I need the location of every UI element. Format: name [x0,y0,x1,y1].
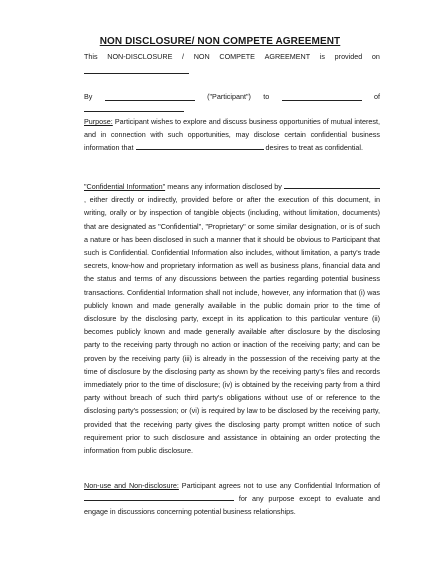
by-address-blank[interactable] [84,104,184,112]
purpose-text-2: desires to treat as confidential. [263,143,364,153]
confidential-paragraph [84,180,380,457]
purpose-paragraph [84,115,380,155]
document-title: NON DISCLOSURE/ NON COMPETE AGREEMENT [99,36,341,47]
intro-word-compete: COMPETE [219,52,255,61]
confidential-blank[interactable] [284,181,380,189]
confidential-text: , either directly or indirectly, provided before or after the execution of this document, in writing, orally or by inspection of tangible objects (including, without limitation, documents) that are designated as "Confidential", "Proprietary" or some similar designation, or is of such a nature or has been disclosed in such a manner that it should be obvious to Participant that such is Confidential. Confidential Information also includes, without limitation, a party's trade secrets, know-how and proprietary information as well as business plans, financial data and the status and terms of any discussions between the parties regarding potential business transactions. Confidential Information shall not include, however, any information that (i) was publicly known and made generally available in the public domain prior to the time of disclosure by the disclosing party, except in its application to this particular venture (ii) becomes publicly known and made generally available after disclosure by the disclosing party to the receiving party through no action or inaction of the receiving party; and can be proven by the receiving party (iii) is already in the possession of the receiving party at the time of disclosure by the disclosing party as shown by the receiving party's files and records immediately prior to the time of disclosure; (iv) is obtained by the receiving party from a third party without breach of such third party's obligations without use of or reference to the disclosing party's possession; or (vi) is required by law to be disclosed by the receiving party, provided that the receiving party gives the disclosing party prompt written notice of such requirement prior to such disclosure and assistance in obtaining an order protecting the information from public disclosure. [84,195,380,456]
intro-word-this: This [84,52,98,61]
by-label: By [84,92,93,101]
intro-word-on: on [371,52,380,61]
nonuse-paragraph [84,479,380,519]
intro-word-slash: / [182,52,185,61]
intro-word-agreement: AGREEMENT [264,52,311,61]
intro-word-nd: NON-DISCLOSURE [107,52,173,61]
nonuse-heading: Non-use and Non-disclosure: [84,481,179,490]
of-label: of [373,92,380,101]
participant-label: ("Participant") [207,92,251,101]
purpose-blank[interactable] [136,142,264,150]
by-second-line [84,104,380,114]
by-name-blank[interactable] [105,93,195,101]
nonuse-blank[interactable] [84,493,234,501]
to-name-blank[interactable] [282,93,362,101]
nonuse-text-1: Participant agrees not to use any Confidential Information of [178,481,380,490]
confidential-heading: "Confidential Information" [84,182,166,191]
to-label: to [263,92,270,101]
purpose-text-1: Participant wishes to explore and discuss business opportunities of mutual interest, and in connection with such opportunities, may disclose certain confidential business information that [84,117,380,153]
confidential-lead: means any information disclosed by [165,182,284,191]
intro-word-is: is [319,52,325,61]
nonuse-text-2: for any purpose except to evaluate and engage in discussions concerning potential business relationships. [84,494,380,517]
intro-line [84,52,380,61]
by-line [84,92,380,101]
intro-word-provided: provided [334,52,363,61]
date-blank-line [84,66,380,76]
date-blank[interactable] [84,66,189,74]
intro-word-non: NON [193,52,210,61]
purpose-heading: Purpose: [84,117,113,126]
